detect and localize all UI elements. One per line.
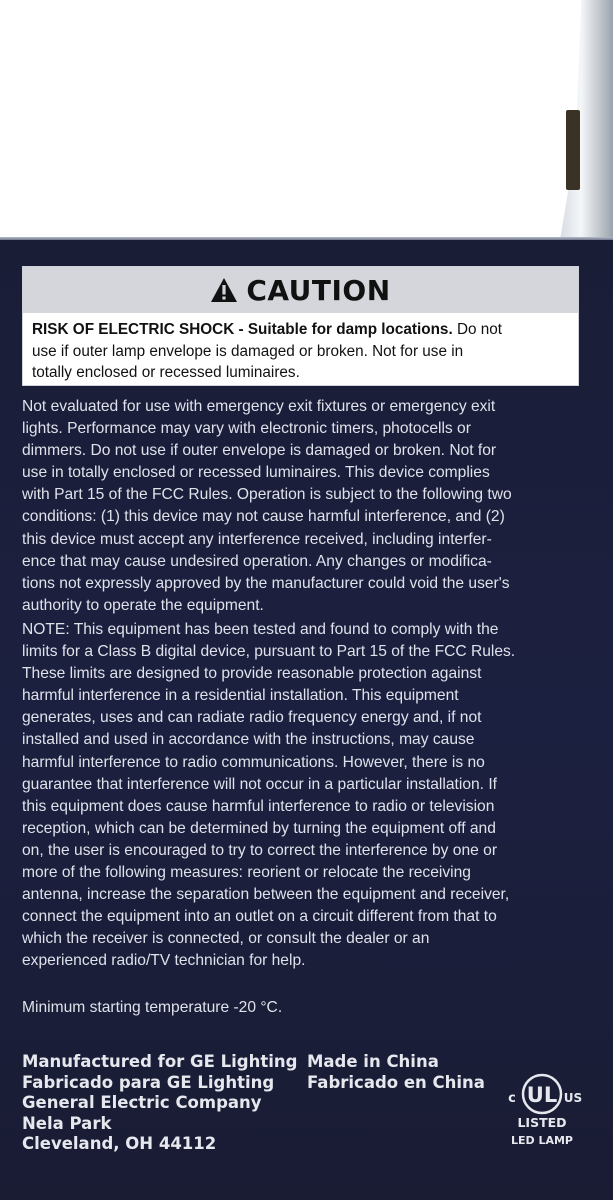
warnings-line: conditions: (1) this device may not cause harmful interference, and (2) [22, 508, 505, 526]
note-line: experienced radio/TV technician for help. [22, 952, 306, 970]
note-line: this equipment does cause harmful interference to radio or television [22, 797, 495, 815]
warnings-line: use in totally enclosed or recessed luminaires. This device complies [22, 464, 490, 482]
fcc-note-paragraph [22, 619, 592, 973]
note-line: generates, uses and can radiate radio frequency energy and, if not [22, 709, 482, 727]
ul-c-text: c [508, 1091, 516, 1106]
manufacturer-line: General Electric Company [22, 1093, 262, 1112]
note-line: harmful interference in a residential installation. This equipment [22, 687, 459, 705]
caution-line-1: RISK OF ELECTRIC SHOCK - Suitable for damp locations. Do not [32, 321, 503, 338]
warnings-line: dimmers. Do not use if outer envelope is damaged or broken. Not for [22, 442, 497, 460]
warnings-paragraph [22, 396, 592, 617]
note-line: on, the user is encouraged to try to correct the interference by one or [22, 841, 498, 859]
note-line: more of the following measures: reorient or relocate the receiving [22, 864, 471, 882]
ul-product-label: LED LAMP [510, 1134, 573, 1147]
caution-line-2: use if outer lamp envelope is damaged or broken. Not for use in [32, 342, 464, 360]
warning-triangle-icon [210, 277, 238, 303]
background-white-area [0, 0, 613, 240]
note-line: which the receiver is connected, or consult the dealer or an [22, 930, 430, 948]
note-line: NOTE: This equipment has been tested and found to comply with the [22, 621, 499, 638]
min-temperature: Minimum starting temperature -20 °C. [22, 999, 283, 1016]
note-line: installed and used in accordance with the instructions, may cause [22, 731, 475, 749]
manufacturer-line: Manufactured for GE Lighting [22, 1052, 298, 1071]
note-line: reception, which can be determined by turning the equipment off and [22, 819, 496, 837]
origin-line: Fabricado en China [307, 1072, 485, 1092]
note-line: harmful interference to radio communications. However, there is no [22, 753, 485, 771]
note-line: connect the equipment into an outlet on a circuit different from that to [22, 908, 497, 926]
note-line: These limits are designed to provide reasonable protection against [22, 665, 482, 683]
warnings-line: tions not expressly approved by the manufacturer could void the user's [22, 574, 510, 592]
warnings-line: lights. Performance may vary with electronic timers, photocells or [22, 420, 471, 438]
caution-header [23, 267, 578, 313]
warnings-line: Not evaluated for use with emergency exit fixtures or emergency exit [22, 398, 496, 415]
note-line: guarantee that interference will not occur in a particular installation. If [22, 775, 498, 793]
caution-box [22, 266, 579, 386]
warnings-line: this device must accept any interference received, including interfer- [22, 530, 492, 548]
note-line: antenna, increase the separation between the equipment and receiver, [22, 886, 510, 904]
manufacturer-line: Nela Park [22, 1113, 112, 1133]
country-of-origin [307, 1052, 485, 1093]
warnings-line: with Part 15 of the FCC Rules. Operation is subject to the following two [22, 486, 512, 504]
ul-logo-text: UL [526, 1083, 558, 1107]
caution-bold-text: RISK OF ELECTRIC SHOCK - Suitable for damp locations. [32, 321, 453, 338]
ul-us-text: US [563, 1091, 583, 1105]
caution-line-3: totally enclosed or recessed luminaires. [32, 364, 300, 381]
manufacturer-line: Cleveland, OH 44112 [22, 1134, 217, 1153]
note-line: limits for a Class B digital device, pursuant to Part 15 of the FCC Rules. [22, 643, 516, 661]
ul-listed-label: LISTED [517, 1115, 567, 1130]
manufacturer-line: Fabricado para GE Lighting [22, 1072, 275, 1092]
box-flap-shadow [566, 110, 580, 190]
warnings-line: ence that may cause undesired operation. Any changes or modifica- [22, 552, 492, 570]
origin-line: Made in China [307, 1052, 439, 1071]
warnings-line: authority to operate the equipment. [22, 596, 264, 614]
caution-text [32, 319, 574, 384]
manufacturer-address [22, 1052, 297, 1155]
caution-title: CAUTION [246, 273, 391, 307]
